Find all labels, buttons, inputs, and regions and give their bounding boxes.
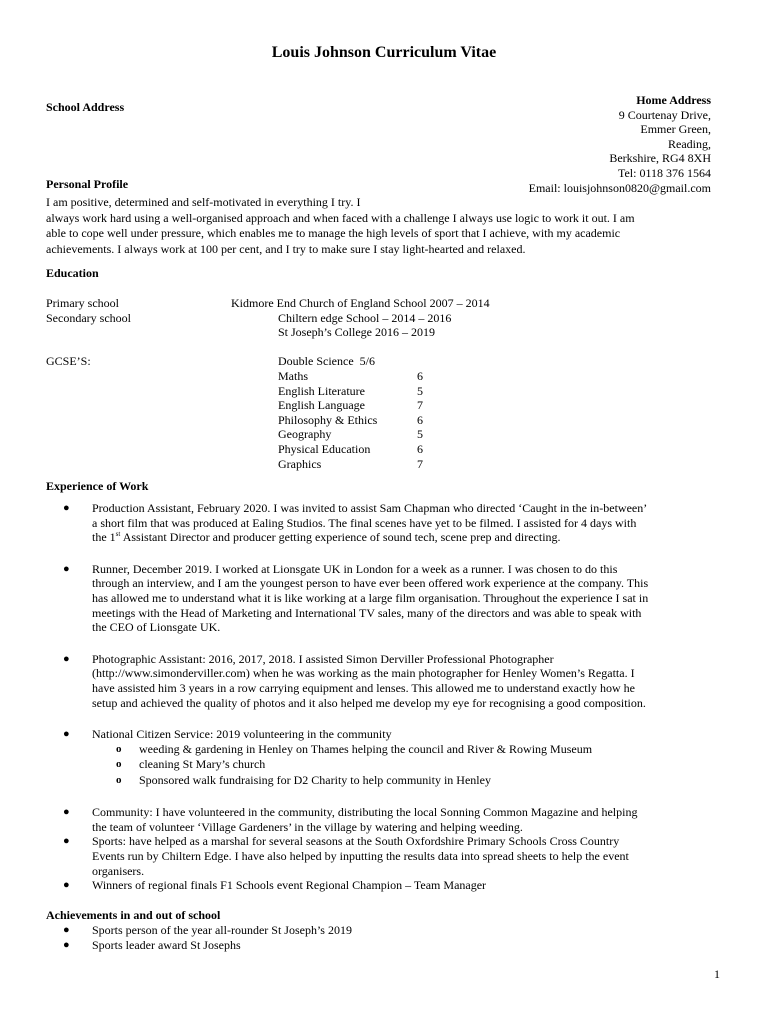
sub-list-item [46,742,736,758]
sub-bullet-icon: o [116,742,122,755]
gcse-subject: Geography [278,427,332,442]
experience-list [46,501,736,893]
item-line: Sports leader award St Josephs [92,937,241,952]
item-line: Sports: have helped as a marshal for several seasons at the South Oxfordshire Primary Schools Cross Country [92,834,620,849]
gcse-row [278,384,438,399]
bullet-icon: ● [63,924,70,936]
bullet-icon: ● [63,938,70,951]
item-line: the team of volunteer ‘Village Gardeners’ in the village by watering and helping weeding. [92,819,523,834]
home-address-line: Berkshire, RG4 8XH [609,151,711,166]
secondary-school-value: St Joseph’s College 2016 – 2019 [278,325,436,339]
item-line-part: Assistant Director and producer getting experience of sound tech, scene prep and directing. [122,530,561,545]
school-address-label: School Address [46,100,125,114]
home-address-line: Tel: 0118 376 1564 [617,165,711,180]
item-line-part: the 1 [92,530,116,545]
gcse-subject: Philosophy & Ethics [278,412,378,427]
gcse-label: GCSE’S: [46,354,91,368]
home-address-label: Home Address [636,93,711,107]
gcse-row [278,427,438,442]
sub-list-item [46,757,736,773]
sub-list-item [46,773,736,789]
page-number: 1 [714,967,720,981]
item-line: Sports person of the year all-rounder St Joseph’s 2019 [92,923,352,937]
list-item [46,562,736,635]
secondary-school-value: Chiltern edge School – 2014 – 2016 [278,311,452,325]
achievements-list [46,923,736,952]
gcse-row [278,457,438,472]
item-line: a short film that was produced at Ealing Studios. The final scenes have yet to be filmed. I assisted for 4 days with [92,515,637,530]
experience-heading: Experience of Work [46,479,149,493]
profile-line: able to cope well under pressure, which enables me to manage the high levels of sport that I achieve, with my academic [46,226,621,240]
list-item [46,938,736,953]
gcse-row [278,398,438,413]
gcse-subject: English Literature [278,383,365,398]
item-line: Winners of regional finals F1 Schools event Regional Champion – Team Manager [92,878,487,893]
item-line: National Citizen Service: 2019 volunteering in the community [92,727,392,742]
item-line: through an interview, and I am the youngest person to have ever been offered work experience at the company. This [92,576,649,591]
list-item [46,652,736,710]
bullet-icon: ● [63,502,70,514]
gcse-double-science: Double Science 5/6 [278,354,375,368]
list-item [46,501,736,545]
personal-profile-text [46,195,726,257]
gcse-subject: Graphics [278,456,322,471]
profile-line: achievements. I always work at 100 per cent, and I try to make sure I stay light-hearted and relaxed. [46,241,526,256]
bullet-icon: ● [63,879,70,892]
list-item [46,727,736,742]
sub-item-text: cleaning St Mary’s church [139,757,266,772]
gcse-subject: Maths [278,369,308,383]
achievements-heading: Achievements in and out of school [46,908,221,922]
home-address-line: 9 Courtenay Drive, [618,107,711,122]
gcse-row [278,413,438,428]
primary-school-label: Primary school [46,296,119,310]
sub-item-text: Sponsored walk fundraising for D2 Charity to help community in Henley [139,772,491,787]
gcse-grade: 6 [417,441,423,456]
bullet-icon: ● [63,562,70,575]
sub-bullet-icon: o [116,773,122,786]
item-line: meetings with the Head of Marketing and International TV sales, many of the directors and was able to speak with [92,605,642,620]
item-line: (http://www.simonderviller.com) when he was working as the main photographer for Henley Women’s Regatta. I [92,666,635,681]
item-line: setup and achieved the quality of photos and it also helped me develop my eye for recognising a good composition. [92,695,646,710]
gcse-grade: 6 [417,412,423,427]
item-line [92,530,736,545]
sub-item-text: weeding & gardening in Henley on Thames helping the council and River & Rowing Museum [139,741,593,756]
gcse-subject: English Language [278,398,365,413]
primary-school-value: Kidmore End Church of England School 2007 – 2014 [231,296,490,310]
item-line: have assisted him 3 years in a row carrying equipment and lenses. This allowed me to understand exactly how he [92,680,635,695]
secondary-school-label: Secondary school [46,311,131,325]
gcse-grade: 7 [417,456,423,471]
gcse-row [278,369,438,384]
profile-line: I am positive, determined and self-motivated in everything I try. I [46,195,361,209]
education-heading: Education [46,266,99,280]
gcse-subject: Physical Education [278,441,371,456]
item-line: the CEO of Lionsgate UK. [92,620,221,635]
bullet-icon: ● [63,728,70,741]
gcse-grade: 6 [417,369,423,383]
item-line: Community: I have volunteered in the community, distributing the local Sonning Common Magazine and helping [92,805,638,820]
personal-profile-heading: Personal Profile [46,177,129,191]
item-line: organisers. [92,863,145,878]
home-address-line: Reading, [668,136,711,151]
home-address-line: Emmer Green, [640,122,711,137]
item-line: Events run by Chiltern Edge. I have also helped by inputting the results data into spread sheets to help the event [92,849,629,863]
bullet-icon: ● [63,652,70,665]
list-item [46,805,736,834]
document-title: Louis Johnson Curriculum Vitae [271,44,497,61]
sub-bullet-icon: o [116,758,122,771]
bullet-icon: ● [63,806,70,819]
gcse-grade: 5 [417,383,423,398]
list-item [46,834,736,878]
item-line: has allowed me to understand what it is like working at a large film organisation. Throughout the experience I sat in [92,590,649,605]
bullet-icon: ● [63,835,70,848]
list-item [46,923,736,938]
item-line: Photographic Assistant: 2016, 2017, 2018. I assisted Simon Derviller Professional Photographer [92,651,554,666]
profile-line: always work hard using a well-organised approach and when faced with a challenge I always use logic to work it out. I am [46,210,635,225]
gcse-grade: 7 [417,398,423,413]
item-line: Production Assistant, February 2020. I was invited to assist Sam Chapman who directed ‘Caught in the in-between’ [92,501,648,515]
gcse-list [278,369,438,471]
home-address-line: Email: louisjohnson0820@gmail.com [528,180,711,195]
gcse-row [278,442,438,457]
item-line: Runner, December 2019. I worked at Lionsgate UK in London for a week as a runner. I was chosen to do this [92,561,618,576]
gcse-grade: 5 [417,427,423,442]
home-address-block [529,93,711,195]
list-item [46,878,736,893]
superscript: st [115,530,121,539]
